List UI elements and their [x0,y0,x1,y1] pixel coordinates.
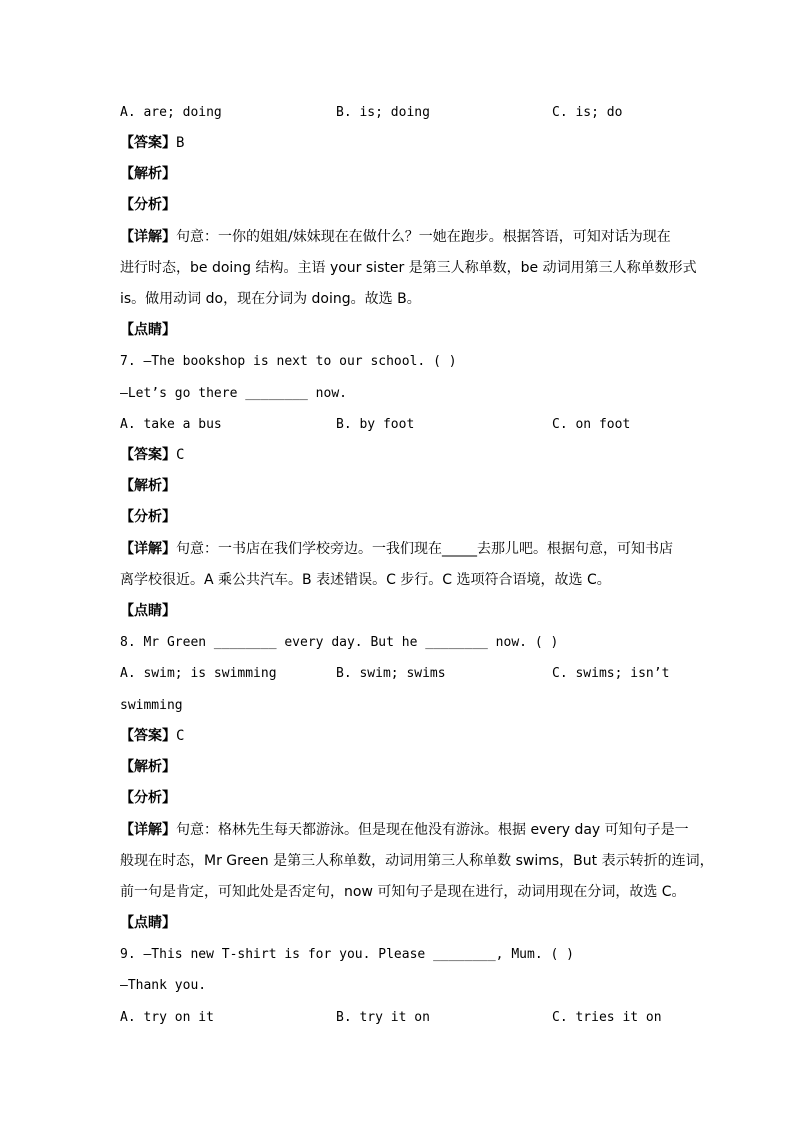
q8-stem: 8. Mr Green ________ every day. But he ________ now. ( ) [120,635,559,650]
q7-fenxi-label: 【分析】 [120,509,176,525]
q9-option-b: B. try it on [336,1010,430,1025]
q7-option-b: B. by foot [336,417,415,432]
q6-option-b: B. is; doing [336,105,430,120]
q8-option-c: C. swims; isn’t [552,666,670,681]
q7-stem-2: —Let’s go there ________ now. [120,386,347,401]
q8-answer: 【答案】C [120,728,185,744]
q9-option-a: A. try on it [120,1010,214,1025]
q6-option-a: A. are; doing [120,105,222,120]
q6-detail-line: 【详解】句意：一你的姐姐/妹妹现在在做什么？一她在跑步。根据答语，可知对话为现在 [120,229,671,245]
q9-option-c: C. tries it on [552,1010,662,1025]
q8-option-a: A. swim; is swimming [120,666,277,681]
q8-option-c-wrap: swimming [120,698,183,713]
q6-fenxi-label: 【分析】 [120,197,176,213]
q9-stem: 9. —This new T-shirt is for you. Please ________, Mum. ( ) [120,947,574,962]
q7-stem: 7. —The bookshop is next to our school. ( ) [120,354,457,369]
q8-fenxi-label: 【分析】 [120,790,176,806]
q6-analysis-label: 【解析】 [120,166,176,182]
q8-detail-line: 【详解】句意：格林先生每天都游泳。但是现在他没有游泳。根据 every day 可知句子是一 [120,822,689,838]
q8-detail-line: 前一句是肯定，可知此处是否定句，now 可知句子是现在进行，动词用现在分词，故选 C。 [120,884,686,900]
q8-analysis-label: 【解析】 [120,759,176,775]
q7-option-c: C. on foot [552,417,631,432]
q9-stem-2: —Thank you. [120,978,207,993]
q7-detail-line: 离学校很近。A 乘公共汽车。B 表述错误。C 步行。C 选项符合语境，故选 C。 [120,572,611,588]
q6-detail-line: 进行时态，be doing 结构。主语 your sister 是第三人称单数，be 动词用第三人称单数形式 [120,260,697,276]
q7-answer: 【答案】C [120,447,185,463]
q6-answer: 【答案】B [120,135,185,151]
q8-comment-label: 【点睛】 [120,915,176,931]
q8-detail-line: 般现在时态，Mr Green 是第三人称单数，动词用第三人称单数 swims，But 表示转折的连词， [120,853,714,869]
q6-option-c: C. is; do [552,105,623,120]
q6-comment-label: 【点睛】 [120,322,176,338]
q7-comment-label: 【点睛】 [120,603,176,619]
q8-option-b: B. swim; swims [336,666,446,681]
q7-analysis-label: 【解析】 [120,478,176,494]
q7-option-a: A. take a bus [120,417,222,432]
q7-detail-line: 【详解】句意：一书店在我们学校旁边。一我们现在_____去那儿吧。根据句意，可知书店 [120,541,673,557]
q6-detail-line: is。做用动词 do，现在分词为 doing。故选 B。 [120,291,421,307]
